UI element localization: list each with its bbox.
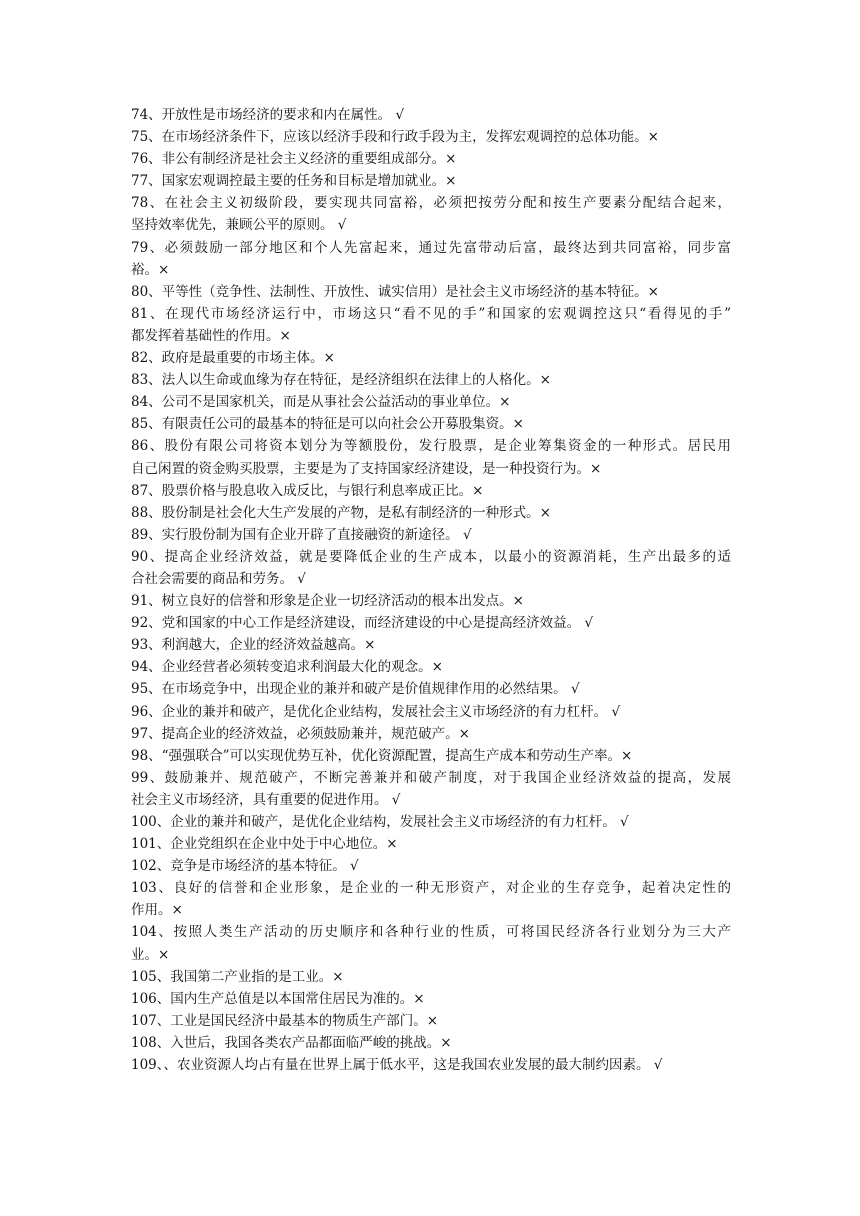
text-line: 83、法人以生命或血缘为存在特征，是经济组织在法律上的人格化。× (131, 372, 551, 389)
text-line: 98、“强强联合”可以实现优势互补，优化资源配置，提高生产成本和劳动生产率。× (131, 747, 633, 764)
text-line: 95、在市场竞争中，出现企业的兼并和破产是价值规律作用的必然结果。 √ (131, 681, 580, 698)
text-line: 101、企业党组织在企业中处于中心地位。× (131, 836, 398, 853)
text-line: 自己闲置的资金购买股票，主要是为了支持国家经济建设，是一种投资行为。× (131, 460, 602, 477)
text-line: 都发挥着基础性的作用。× (131, 327, 291, 344)
text-line: 84、公司不是国家机关，而是从事社会公益活动的事业单位。× (131, 394, 511, 411)
text-line: 107、工业是国民经济中最基本的物质生产部门。× (131, 1012, 439, 1029)
text-line: 坚持效率优先，兼顾公平的原则。 √ (131, 217, 347, 234)
text-line: 88、股份制是社会化大生产发展的产物，是私有制经济的一种形式。× (131, 504, 551, 521)
text-line: 102、竞争是市场经济的基本特征。 √ (131, 858, 359, 875)
text-line: 77、国家宏观调控最主要的任务和目标是增加就业。× (131, 173, 457, 190)
text-line: 92、党和国家的中心工作是经济建设，而经济建设的中心是提高经济效益。 √ (131, 615, 594, 632)
text-line: 94、企业经营者必须转变追求利润最大化的观念。× (131, 659, 443, 676)
text-line: 104、按照人类生产活动的历史顺序和各种行业的性质，可将国民经济各行业划分为三大产 (131, 924, 731, 941)
text-line: 87、股票价格与股息收入成反比，与银行利息率成正比。× (131, 482, 484, 499)
text-line: 裕。× (131, 261, 170, 278)
text-line: 80、平等性（竞争性、法制性、开放性、诚实信用）是社会主义市场经济的基本特征。× (131, 283, 659, 300)
text-line: 79、必须鼓励一部分地区和个人先富起来，通过先富带动后富，最终达到共同富裕，同步富 (131, 239, 731, 256)
text-line: 100、企业的兼并和破产，是优化企业结构，发展社会主义市场经济的有力杠杆。 √ (131, 814, 629, 830)
text-line: 103、良好的信誉和企业形象，是企业的一种无形资产，对企业的生存竞争，起着决定性的 (131, 880, 731, 897)
text-line: 106、国内生产总值是以本国常住居民为准的。× (131, 990, 425, 1007)
text-line: 91、树立良好的信誉和形象是企业一切经济活动的根本出发点。× (131, 593, 524, 610)
text-line: 75、在市场经济条件下，应该以经济手段和行政手段为主，发挥宏观调控的总体功能。× (131, 129, 659, 146)
text-line: 78、在社会主义初级阶段，要实现共同富裕，必须把按劳分配和按生产要素分配结合起来， (131, 195, 731, 212)
text-line: 业。× (131, 946, 170, 963)
text-line: 76、非公有制经济是社会主义经济的重要组成部分。× (131, 151, 457, 168)
text-line: 作用。× (131, 902, 183, 919)
text-line: 108、入世后，我国各类农产品都面临严峻的挑战。× (131, 1034, 452, 1051)
text-line: 109、、农业资源人均占有量在世界上属于低水平，这是我国农业发展的最大制约因素。 √ (131, 1057, 663, 1074)
text-line: 74、开放性是市场经济的要求和内在属性。 √ (131, 107, 405, 123)
text-line: 82、政府是最重要的市场主体。× (131, 350, 335, 367)
text-line: 90、提高企业经济效益，就是要降低企业的生产成本，以最小的资源消耗，生产出最多的适 (131, 548, 731, 565)
text-line: 96、企业的兼并和破产，是优化企业结构，发展社会主义市场经济的有力杠杆。 √ (131, 703, 621, 720)
text-line: 86、股份有限公司将资本划分为等额股份，发行股票，是企业筹集资金的一种形式。居民用 (131, 438, 731, 455)
text-line: 97、提高企业的经济效益，必须鼓励兼并，规范破产。× (131, 725, 470, 742)
text-line: 93、利润越大，企业的经济效益越高。× (131, 637, 376, 654)
text-line: 社会主义市场经济，具有重要的促进作用。 √ (131, 791, 401, 808)
text-line: 105、我国第二产业指的是工业。× (131, 968, 344, 985)
text-line: 81、在现代市场经济运行中，市场这只“看不见的手”和国家的宏观调控这只“看得见的手” (131, 305, 731, 322)
question-list (131, 104, 731, 1076)
text-line: 85、有限责任公司的最基本的特征是可以向社会公开募股集资。× (131, 416, 524, 433)
text-line: 99、鼓励兼并、规范破产，不断完善兼并和破产制度，对于我国企业经济效益的提高，发展 (131, 769, 731, 786)
text-line: 89、实行股份制为国有企业开辟了直接融资的新途径。 √ (131, 526, 472, 543)
text-line: 合社会需要的商品和劳务。 √ (131, 570, 306, 587)
